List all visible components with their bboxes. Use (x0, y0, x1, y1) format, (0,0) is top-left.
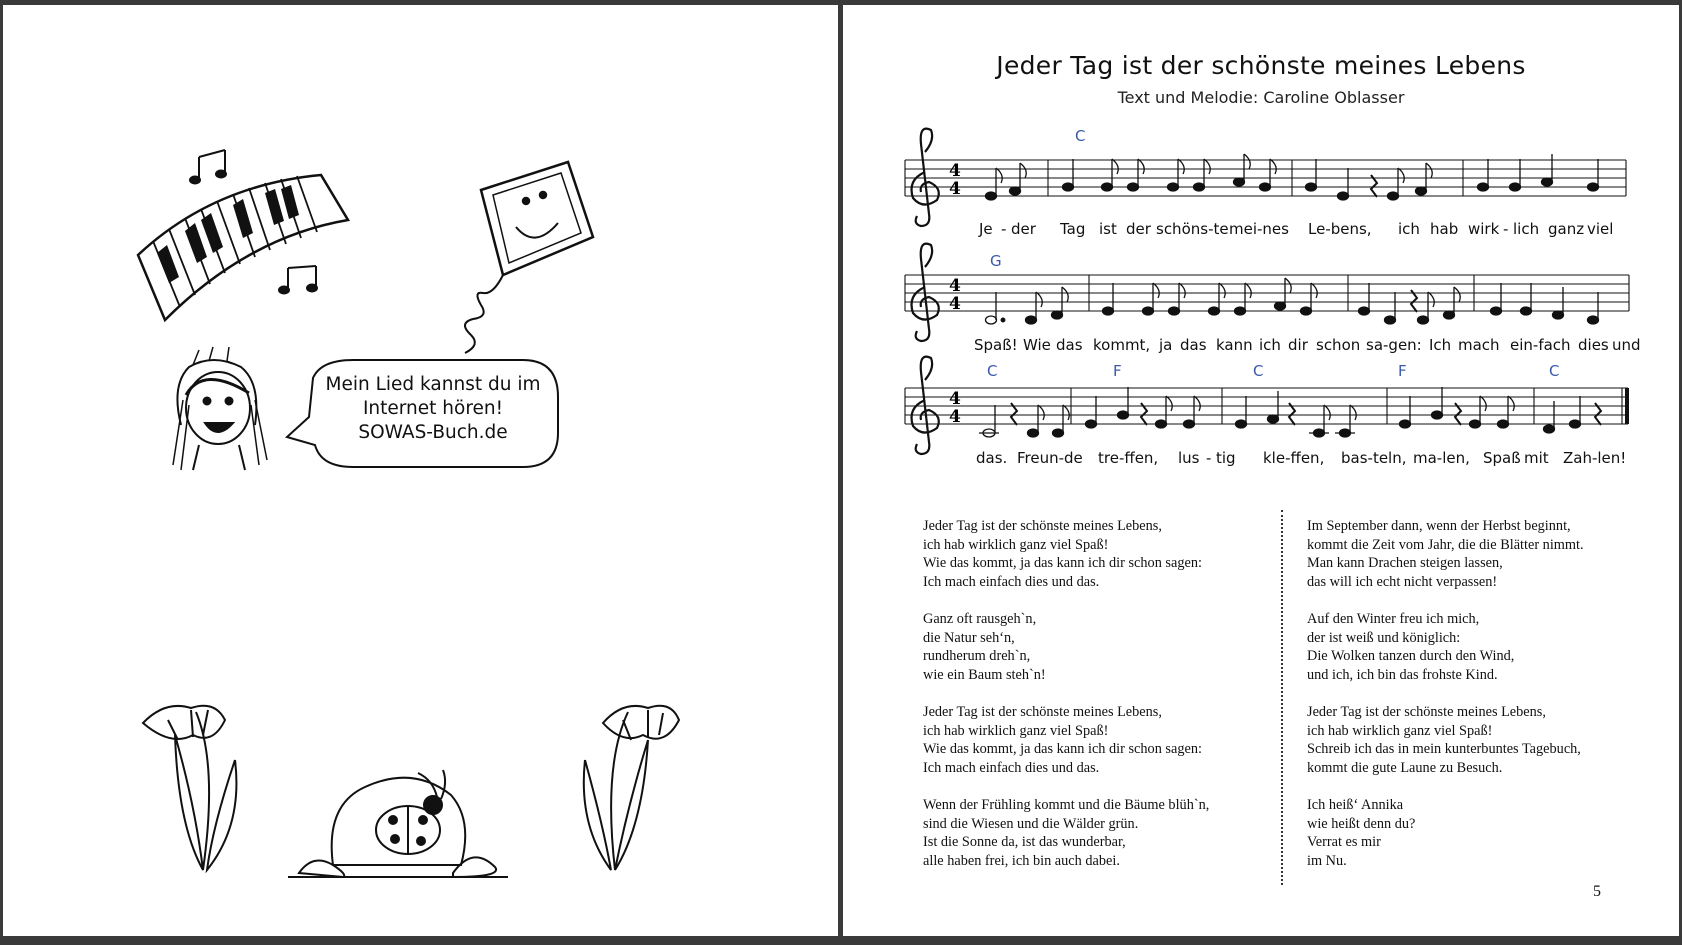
lyric-syllable: Tag (1060, 220, 1086, 238)
notes (979, 387, 1601, 437)
song-credit: Text und Melodie: Caroline Oblasser (1117, 88, 1405, 107)
verse-line: die Natur seh‘n, (923, 629, 1015, 646)
lyric-syllable: Zah-len! (1563, 449, 1627, 467)
chord-symbol: F (1113, 362, 1122, 380)
lyric-syllable: schöns-te (1156, 220, 1229, 238)
lyric-syllable: ein-fach (1510, 336, 1571, 354)
stanza (1307, 703, 1677, 777)
right-page (843, 5, 1679, 936)
stanza (1307, 517, 1677, 591)
chord-symbol: C (1253, 362, 1264, 380)
lyric-syllable: sa-gen: (1366, 336, 1422, 354)
lyric-syllable: bas-teln, (1341, 449, 1407, 467)
chord-symbol: G (990, 252, 1002, 270)
verse-column-left (923, 517, 1293, 889)
speech-link[interactable]: SOWAS-Buch.de (358, 422, 508, 443)
lyric-syllable: lus (1178, 449, 1200, 467)
stanza (923, 796, 1293, 870)
verse-line: Auf den Winter freu ich mich, (1307, 610, 1480, 627)
verse-line: Verrat es mir (1307, 834, 1381, 851)
verse-line: Die Wolken tanzen durch den Wind, (1307, 648, 1515, 665)
lyric-syllable: - (1001, 220, 1007, 238)
treble-clef-icon (912, 357, 939, 454)
lyric-syllable: dir (1288, 336, 1308, 354)
time-sig-top: 4 (949, 389, 961, 409)
stanza (923, 610, 1293, 684)
verse-line: Wie das kommt, ja das kann ich dir schon sagen: (923, 555, 1202, 572)
verse-line: rundherum dreh`n, (923, 648, 1031, 665)
verse-line: Jeder Tag ist der schönste meines Lebens, (1307, 703, 1546, 720)
lyric-syllable: und (1612, 336, 1641, 354)
chord-symbol: F (1398, 362, 1407, 380)
notes (986, 278, 1599, 324)
verse-line: Ich heiß‘ Annika (1307, 796, 1404, 813)
song-title: Jeder Tag ist der schönste meines Lebens (996, 51, 1526, 80)
verse-line: wie ein Baum steh`n! (923, 666, 1046, 683)
verse-line: Jeder Tag ist der schönste meines Lebens, (923, 518, 1162, 534)
girl-icon (173, 347, 267, 470)
lyric-syllable: ganz (1548, 220, 1585, 238)
time-sig-top: 4 (949, 161, 961, 181)
verse-line: das will ich echt nicht verpassen! (1307, 573, 1498, 590)
lyric-syllable: hab (1430, 220, 1459, 238)
staff-system (905, 357, 1629, 454)
lyric-syllable: schon (1316, 336, 1361, 354)
stanza (1307, 796, 1677, 870)
left-page (3, 5, 838, 936)
lyric-syllable: wirk (1468, 220, 1500, 238)
verse-line: ich hab wirklich ganz viel Spaß! (1307, 722, 1493, 739)
page-number: 5 (1593, 883, 1601, 900)
stanza (1307, 610, 1677, 684)
lyric-syllable: kle-ffen, (1263, 449, 1325, 467)
verse-line: Ganz oft rausgeh`n, (923, 610, 1037, 627)
lyric-syllable: dies (1578, 336, 1609, 354)
lyric-syllable: Spaß (1483, 449, 1521, 467)
flower-icon (584, 706, 679, 870)
verse-line: wie heißt denn du? (1307, 815, 1416, 832)
lyric-syllable: mei-nes (1229, 220, 1289, 238)
verse-line: Wie das kommt, ja das kann ich dir schon sagen: (923, 741, 1202, 758)
verse-line: Ist die Sonne da, ist das wunderbar, (923, 834, 1126, 851)
verse-line: der ist weiß und königlich: (1307, 629, 1461, 646)
chord-symbol: C (987, 362, 998, 380)
time-sig-bottom: 4 (949, 294, 961, 314)
lyric-syllable: Wie (1023, 336, 1051, 354)
stanza (923, 517, 1293, 591)
chord-symbol: C (1549, 362, 1560, 380)
lyric-syllable: viel (1587, 220, 1614, 238)
lyric-syllable: kann (1216, 336, 1253, 354)
lyric-syllable: tre-ffen, (1098, 449, 1159, 467)
lyric-syllable: das (1180, 336, 1207, 354)
staff-system (905, 129, 1626, 226)
lyric-syllable: Je (979, 220, 993, 238)
lyric-syllable: - (1206, 449, 1212, 467)
flower-icon (143, 706, 236, 870)
staff-system (905, 244, 1629, 341)
piano-icon (138, 175, 348, 320)
time-sig-bottom: 4 (949, 407, 961, 427)
lyric-syllable: ich (1259, 336, 1281, 354)
verse-line: kommt die gute Laune zu Besuch. (1307, 759, 1503, 776)
lyric-syllable: mit (1524, 449, 1549, 467)
lyric-syllable: Ich (1429, 336, 1452, 354)
verse-line: Wenn der Frühling kommt und die Bäume blüh`n, (923, 796, 1210, 813)
verse-line: ich hab wirklich ganz viel Spaß! (923, 536, 1109, 553)
lyric-syllable: kommt, (1093, 336, 1151, 354)
ladybug-icon (288, 770, 508, 877)
lyric-syllable: das (1056, 336, 1083, 354)
time-sig-bottom: 4 (949, 179, 961, 199)
lyric-syllable: lich (1513, 220, 1540, 238)
verse-line: kommt die Zeit vom Jahr, die die Blätter nimmt. (1307, 536, 1584, 553)
left-page-illustrations (3, 5, 838, 936)
stanza (923, 703, 1293, 777)
speech-bubble-text (303, 373, 563, 445)
verse-line: und ich, ich bin das frohste Kind. (1307, 666, 1498, 683)
lyric-syllable: ja (1159, 336, 1173, 354)
lyric-syllable: tig (1216, 449, 1236, 467)
treble-clef-icon (912, 244, 939, 341)
verse-column-right (1307, 517, 1677, 889)
lyric-syllable: ich (1398, 220, 1420, 238)
lyric-syllable: Le-bens, (1308, 220, 1372, 238)
lyric-syllable: mach (1458, 336, 1500, 354)
music-note-icon (190, 150, 226, 184)
treble-clef-icon (912, 129, 939, 226)
verse-line: sind die Wiesen und die Wälder grün. (923, 815, 1139, 832)
verse-line: ich hab wirklich ganz viel Spaß! (923, 722, 1109, 739)
verse-line: Ich mach einfach dies und das. (923, 759, 1100, 776)
time-sig-top: 4 (949, 276, 961, 296)
lyric-syllable: Freun-de (1017, 449, 1083, 467)
chord-symbol: C (1075, 127, 1086, 145)
lyric-syllable: - (1503, 220, 1509, 238)
verse-line: Im September dann, wenn der Herbst beginnt, (1307, 518, 1571, 534)
lyric-syllable: der (1126, 220, 1151, 238)
lyric-syllable: der (1011, 220, 1036, 238)
lyric-syllable: ma-len, (1413, 449, 1470, 467)
lyric-syllable: ist (1099, 220, 1117, 238)
lyric-syllable: Spaß! (974, 336, 1018, 354)
verse-line: Jeder Tag ist der schönste meines Lebens, (923, 703, 1162, 720)
kite-icon (465, 162, 593, 353)
verse-line: Ich mach einfach dies und das. (923, 573, 1100, 590)
speech-line: Internet hören! (362, 398, 504, 419)
column-divider (1281, 510, 1283, 885)
verse-line: im Nu. (1307, 852, 1347, 869)
verse-line: Schreib ich das in mein kunterbuntes Tagebuch, (1307, 741, 1581, 758)
lyric-syllable: das. (976, 449, 1008, 467)
verse-line: Man kann Drachen steigen lassen, (1307, 555, 1503, 572)
speech-line: Mein Lied kannst du im (325, 374, 541, 395)
verse-line: alle haben frei, ich bin auch dabei. (923, 852, 1120, 869)
music-note-icon (279, 266, 317, 294)
sheet-music (843, 5, 1679, 485)
